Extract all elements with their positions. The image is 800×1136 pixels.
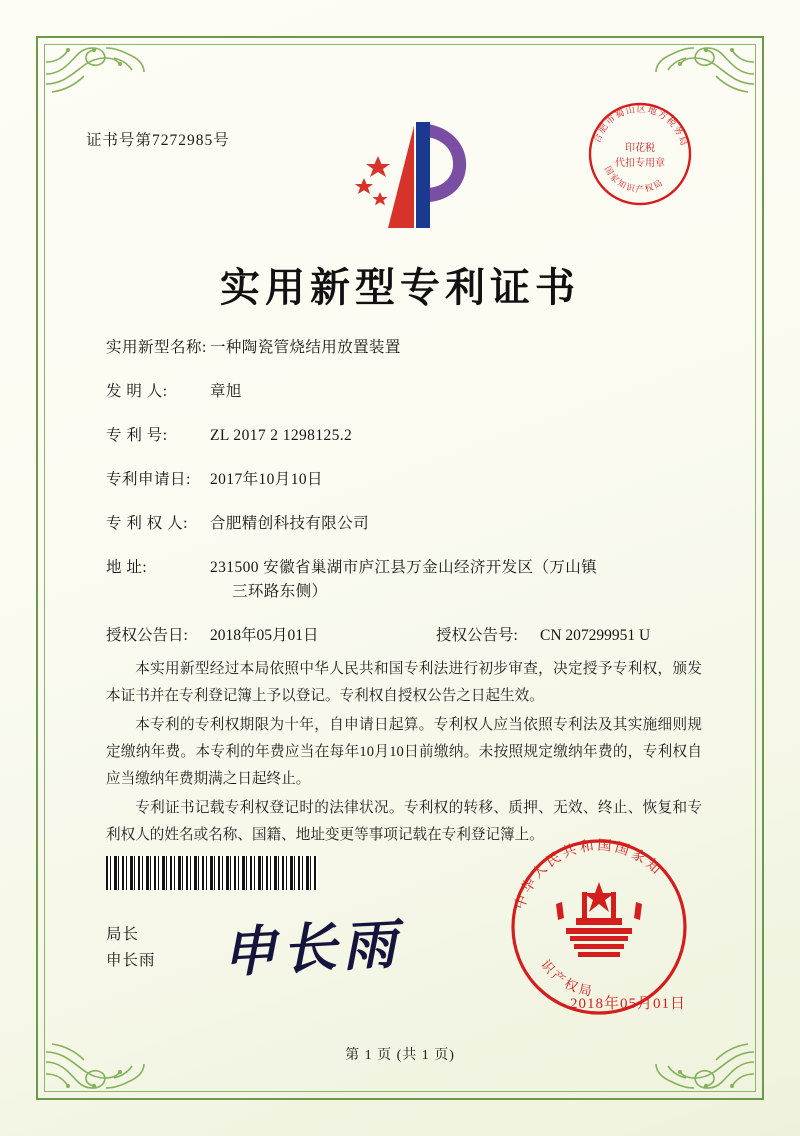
svg-text:识产权局: 识产权局 <box>537 957 596 1001</box>
field-label: 实用新型名称: <box>106 339 207 356</box>
announcement-date <box>106 624 436 648</box>
field-label: 地 址: <box>106 559 148 577</box>
field-label: 专 利 号: <box>106 427 168 445</box>
announcement-number-label: 授权公告号: <box>436 627 518 645</box>
fields-list <box>106 336 706 654</box>
svg-text:中华人民共和国国家知: 中华人民共和国国家知 <box>512 837 666 912</box>
field-label: 发 明 人: <box>106 383 168 401</box>
director-title: 局长 <box>106 926 140 943</box>
address-line-2: 三环路东侧） <box>232 583 328 601</box>
field-value: ZL 2017 2 1298125.2 <box>210 427 353 445</box>
page-title: 实用新型专利证书 <box>220 264 580 311</box>
field-row-inventor <box>106 380 706 404</box>
seal-date: 2018年05月01日 <box>569 996 686 1012</box>
svg-text:国家知识产权局: 国家知识产权局 <box>601 164 666 196</box>
svg-text:代扣专用章: 代扣专用章 <box>615 158 665 169</box>
field-row-address <box>106 556 706 604</box>
paragraph-1: 本实用新型经过本局依照中华人民共和国专利法进行初步审查，决定授予专利权，颁发本证书并在专利登记簿上予以登记。专利权自授权公告之日起生效。 <box>106 661 702 704</box>
field-row-name <box>106 336 706 360</box>
address-line-1: 231500 安徽省巢湖市庐江县万金山经济开发区（万山镇 <box>210 559 598 577</box>
field-row-patent-number <box>106 424 706 448</box>
field-row-application-date <box>106 468 706 492</box>
paragraph-3: 专利证书记载专利权登记时的法律状况。专利权的转移、质押、无效、终止、恢复和专利权人的姓名或名称、国籍、地址变更等事项记载在专利登记簿上。 <box>106 799 702 843</box>
field-value: 章旭 <box>210 383 242 401</box>
field-value: 2017年10月10日 <box>210 471 323 489</box>
paragraph-2: 本专利的专利权期限为十年，自申请日起算。专利权人应当依照专利法及其实施细则规定缴纳年费。本专利的年费应当在每年10月10日前缴纳。未按照规定缴纳年费的，专利权自应当缴纳年费期满之日起终止。 <box>106 716 702 787</box>
page-footer: 第 1 页 (共 1 页) <box>345 1048 455 1063</box>
field-value-address <box>210 556 706 604</box>
announcement-row <box>106 624 706 648</box>
certificate-number: 证书号第7272985号 <box>86 132 230 149</box>
announcement-date-value: 2018年05月01日 <box>210 627 319 645</box>
announcement-number-value: CN 207299951 U <box>540 627 651 645</box>
field-value: 合肥精创科技有限公司 <box>210 515 370 533</box>
legal-text <box>106 656 702 851</box>
patent-office-logo-icon <box>344 116 484 234</box>
director-block <box>106 922 156 975</box>
field-value: 一种陶瓷管烧结用放置装置 <box>210 339 401 356</box>
svg-text:合肥市蜀山区地方税务局: 合肥市蜀山区地方税务局 <box>592 104 689 149</box>
field-label: 专 利 权 人: <box>106 515 188 533</box>
svg-text:印花税: 印花税 <box>625 143 655 154</box>
director-signature: 申长雨 <box>220 911 404 985</box>
announcement-date-label: 授权公告日: <box>106 627 188 645</box>
director-name: 申长雨 <box>106 952 156 970</box>
patent-barcode <box>106 856 318 890</box>
stamp-duty-seal <box>584 98 696 210</box>
field-label: 专利申请日: <box>106 471 191 489</box>
field-row-patentee <box>106 512 706 536</box>
announcement-number <box>436 624 650 648</box>
